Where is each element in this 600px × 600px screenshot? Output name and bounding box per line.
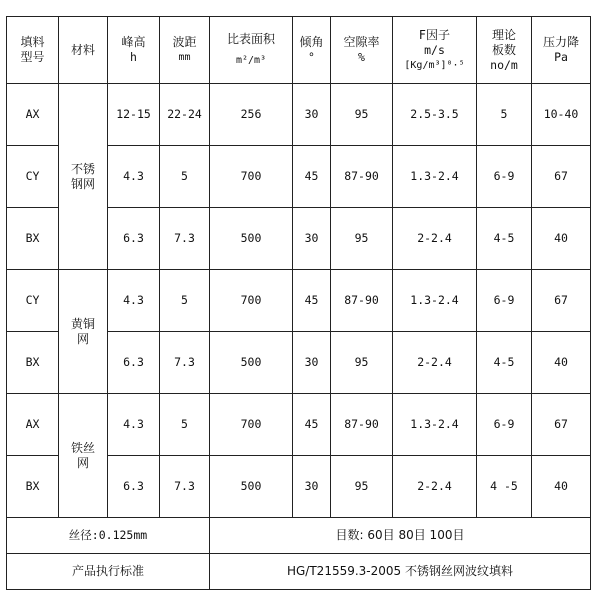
header-row — [7, 17, 591, 84]
cell-ffactor: 2-2.4 — [393, 456, 477, 518]
cell-void: 95 — [331, 456, 393, 518]
cell-type: AX — [7, 84, 59, 146]
footer-row-wire — [7, 518, 591, 554]
cell-area: 500 — [210, 208, 293, 270]
cell-angle: 45 — [293, 270, 331, 332]
cell-angle: 45 — [293, 146, 331, 208]
cell-type: AX — [7, 394, 59, 456]
cell-peak: 12-15 — [108, 84, 160, 146]
wire-diameter: 丝径:0.125mm — [7, 518, 210, 554]
cell-ffactor: 2.5-3.5 — [393, 84, 477, 146]
header-specific-area: 比表面积 m²/m³ — [210, 17, 293, 84]
cell-angle: 45 — [293, 394, 331, 456]
cell-wave: 5 — [160, 270, 210, 332]
cell-peak: 4.3 — [108, 394, 160, 456]
cell-angle: 30 — [293, 208, 331, 270]
cell-material — [59, 270, 108, 394]
header-peak-height: 峰高 h — [108, 17, 160, 84]
cell-void: 95 — [331, 84, 393, 146]
material-label: 不锈钢网 — [70, 161, 95, 191]
material-label: 铁丝网 — [70, 440, 95, 470]
standard-label: 产品执行标准 — [7, 554, 210, 590]
cell-ffactor: 2-2.4 — [393, 332, 477, 394]
table-row — [7, 394, 591, 456]
cell-pressure: 67 — [532, 146, 591, 208]
cell-area: 500 — [210, 456, 293, 518]
cell-angle: 30 — [293, 456, 331, 518]
cell-area: 700 — [210, 270, 293, 332]
material-label: 黄铜网 — [70, 316, 95, 346]
standard-value: HG/T21559.3-2005 不锈钢丝网波纹填料 — [210, 554, 591, 590]
cell-plates: 6-9 — [477, 270, 532, 332]
cell-void: 95 — [331, 332, 393, 394]
header-wave-distance: 波距 mm — [160, 17, 210, 84]
cell-plates: 4-5 — [477, 208, 532, 270]
cell-pressure: 67 — [532, 394, 591, 456]
cell-ffactor: 1.3-2.4 — [393, 146, 477, 208]
cell-plates: 4 -5 — [477, 456, 532, 518]
header-material: 材料 — [59, 17, 108, 84]
cell-plates: 4-5 — [477, 332, 532, 394]
cell-peak: 6.3 — [108, 208, 160, 270]
table-row — [7, 270, 591, 332]
cell-plates: 5 — [477, 84, 532, 146]
cell-wave: 7.3 — [160, 456, 210, 518]
cell-peak: 4.3 — [108, 146, 160, 208]
footer-row-standard — [7, 554, 591, 590]
header-f-factor: F因子 m/s [Kg/m³]⁰·⁵ — [393, 17, 477, 84]
cell-wave: 5 — [160, 394, 210, 456]
cell-void: 87-90 — [331, 270, 393, 332]
cell-material — [59, 394, 108, 518]
cell-void: 87-90 — [331, 394, 393, 456]
header-void-ratio: 空隙率 % — [331, 17, 393, 84]
cell-wave: 7.3 — [160, 208, 210, 270]
header-type: 填料 型号 — [7, 17, 59, 84]
cell-pressure: 10-40 — [532, 84, 591, 146]
table-row — [7, 84, 591, 146]
cell-plates: 6-9 — [477, 394, 532, 456]
cell-ffactor: 2-2.4 — [393, 208, 477, 270]
spec-table-frame — [6, 16, 590, 584]
cell-angle: 30 — [293, 332, 331, 394]
cell-type: CY — [7, 270, 59, 332]
cell-void: 95 — [331, 208, 393, 270]
cell-type: BX — [7, 456, 59, 518]
cell-peak: 6.3 — [108, 332, 160, 394]
cell-wave: 5 — [160, 146, 210, 208]
mesh-count: 目数: 60目 80目 100目 — [210, 518, 591, 554]
cell-ffactor: 1.3-2.4 — [393, 270, 477, 332]
cell-type: CY — [7, 146, 59, 208]
cell-area: 700 — [210, 394, 293, 456]
cell-plates: 6-9 — [477, 146, 532, 208]
cell-pressure: 67 — [532, 270, 591, 332]
cell-peak: 4.3 — [108, 270, 160, 332]
cell-area: 500 — [210, 332, 293, 394]
cell-pressure: 40 — [532, 208, 591, 270]
cell-pressure: 40 — [532, 456, 591, 518]
cell-wave: 22-24 — [160, 84, 210, 146]
header-theoretical-plates: 理论 板数 no/m — [477, 17, 532, 84]
cell-pressure: 40 — [532, 332, 591, 394]
cell-material — [59, 84, 108, 270]
packing-spec-table — [6, 16, 591, 590]
cell-wave: 7.3 — [160, 332, 210, 394]
cell-type: BX — [7, 208, 59, 270]
header-angle: 倾角 ° — [293, 17, 331, 84]
cell-void: 87-90 — [331, 146, 393, 208]
header-pressure-drop: 压力降 Pa — [532, 17, 591, 84]
cell-area: 256 — [210, 84, 293, 146]
cell-peak: 6.3 — [108, 456, 160, 518]
cell-ffactor: 1.3-2.4 — [393, 394, 477, 456]
cell-angle: 30 — [293, 84, 331, 146]
cell-type: BX — [7, 332, 59, 394]
cell-area: 700 — [210, 146, 293, 208]
